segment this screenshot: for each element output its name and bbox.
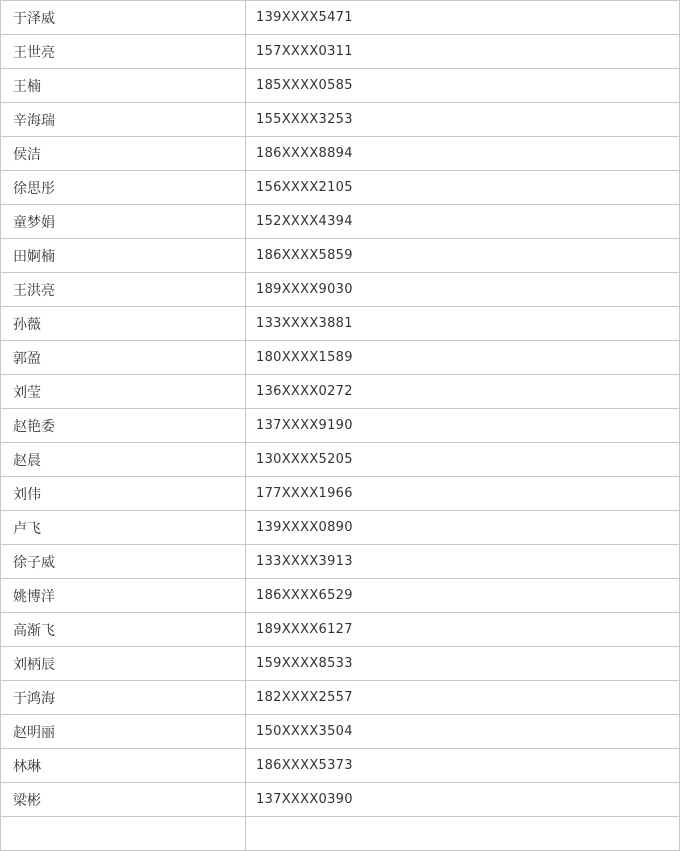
table-row bbox=[1, 239, 680, 273]
name-cell: 姚博洋 bbox=[1, 579, 246, 613]
table-row bbox=[1, 205, 680, 239]
table-row bbox=[1, 579, 680, 613]
table-row bbox=[1, 443, 680, 477]
phone-cell: 186XXXX6529 bbox=[246, 579, 680, 613]
table-row bbox=[1, 137, 680, 171]
table-row bbox=[1, 681, 680, 715]
phone-cell: 182XXXX2557 bbox=[246, 681, 680, 715]
table-row bbox=[1, 749, 680, 783]
name-cell: 田婀楠 bbox=[1, 239, 246, 273]
table-row bbox=[1, 307, 680, 341]
name-cell: 刘伟 bbox=[1, 477, 246, 511]
phone-cell: 180XXXX1589 bbox=[246, 341, 680, 375]
phone-cell: 186XXXX5373 bbox=[246, 749, 680, 783]
phone-cell: 155XXXX3253 bbox=[246, 103, 680, 137]
table-row bbox=[1, 273, 680, 307]
phone-cell: 156XXXX2105 bbox=[246, 171, 680, 205]
contact-table-body bbox=[1, 1, 680, 851]
name-cell: 卢飞 bbox=[1, 511, 246, 545]
table-row bbox=[1, 375, 680, 409]
name-cell: 赵艳委 bbox=[1, 409, 246, 443]
table-row bbox=[1, 613, 680, 647]
phone-cell: 137XXXX0390 bbox=[246, 783, 680, 817]
name-cell: 刘莹 bbox=[1, 375, 246, 409]
phone-cell: 152XXXX4394 bbox=[246, 205, 680, 239]
table-row bbox=[1, 511, 680, 545]
phone-cell: 186XXXX5859 bbox=[246, 239, 680, 273]
table-row bbox=[1, 171, 680, 205]
name-cell: 辛海瑞 bbox=[1, 103, 246, 137]
name-cell: 林琳 bbox=[1, 749, 246, 783]
table-row bbox=[1, 409, 680, 443]
name-cell: 王洪亮 bbox=[1, 273, 246, 307]
phone-cell: 130XXXX5205 bbox=[246, 443, 680, 477]
table-row bbox=[1, 715, 680, 749]
phone-cell: 133XXXX3913 bbox=[246, 545, 680, 579]
table-row bbox=[1, 783, 680, 817]
table-row bbox=[1, 545, 680, 579]
name-cell: 徐思彤 bbox=[1, 171, 246, 205]
name-cell: 王世亮 bbox=[1, 35, 246, 69]
phone-cell: 136XXXX0272 bbox=[246, 375, 680, 409]
name-cell: 刘柄辰 bbox=[1, 647, 246, 681]
name-cell: 徐子威 bbox=[1, 545, 246, 579]
name-cell: 孙薇 bbox=[1, 307, 246, 341]
table-row bbox=[1, 1, 680, 35]
table-row bbox=[1, 103, 680, 137]
name-cell: 赵明丽 bbox=[1, 715, 246, 749]
phone-cell: 189XXXX6127 bbox=[246, 613, 680, 647]
table-row bbox=[1, 341, 680, 375]
phone-cell: 139XXXX5471 bbox=[246, 1, 680, 35]
phone-cell: 189XXXX9030 bbox=[246, 273, 680, 307]
phone-cell: 186XXXX8894 bbox=[246, 137, 680, 171]
phone-cell: 137XXXX9190 bbox=[246, 409, 680, 443]
name-cell bbox=[1, 817, 246, 851]
name-cell: 于泽威 bbox=[1, 1, 246, 35]
name-cell: 王楠 bbox=[1, 69, 246, 103]
table-row bbox=[1, 35, 680, 69]
name-cell: 高渐飞 bbox=[1, 613, 246, 647]
table-row bbox=[1, 477, 680, 511]
phone-cell bbox=[246, 817, 680, 851]
phone-cell: 133XXXX3881 bbox=[246, 307, 680, 341]
phone-cell: 157XXXX0311 bbox=[246, 35, 680, 69]
phone-cell: 159XXXX8533 bbox=[246, 647, 680, 681]
phone-cell: 185XXXX0585 bbox=[246, 69, 680, 103]
name-cell: 童梦娟 bbox=[1, 205, 246, 239]
name-cell: 于鸿海 bbox=[1, 681, 246, 715]
name-cell: 侯洁 bbox=[1, 137, 246, 171]
table-row bbox=[1, 69, 680, 103]
name-cell: 梁彬 bbox=[1, 783, 246, 817]
table-row bbox=[1, 817, 680, 851]
phone-cell: 139XXXX0890 bbox=[246, 511, 680, 545]
name-cell: 赵晨 bbox=[1, 443, 246, 477]
table-row bbox=[1, 647, 680, 681]
name-cell: 郭盈 bbox=[1, 341, 246, 375]
phone-cell: 177XXXX1966 bbox=[246, 477, 680, 511]
phone-cell: 150XXXX3504 bbox=[246, 715, 680, 749]
